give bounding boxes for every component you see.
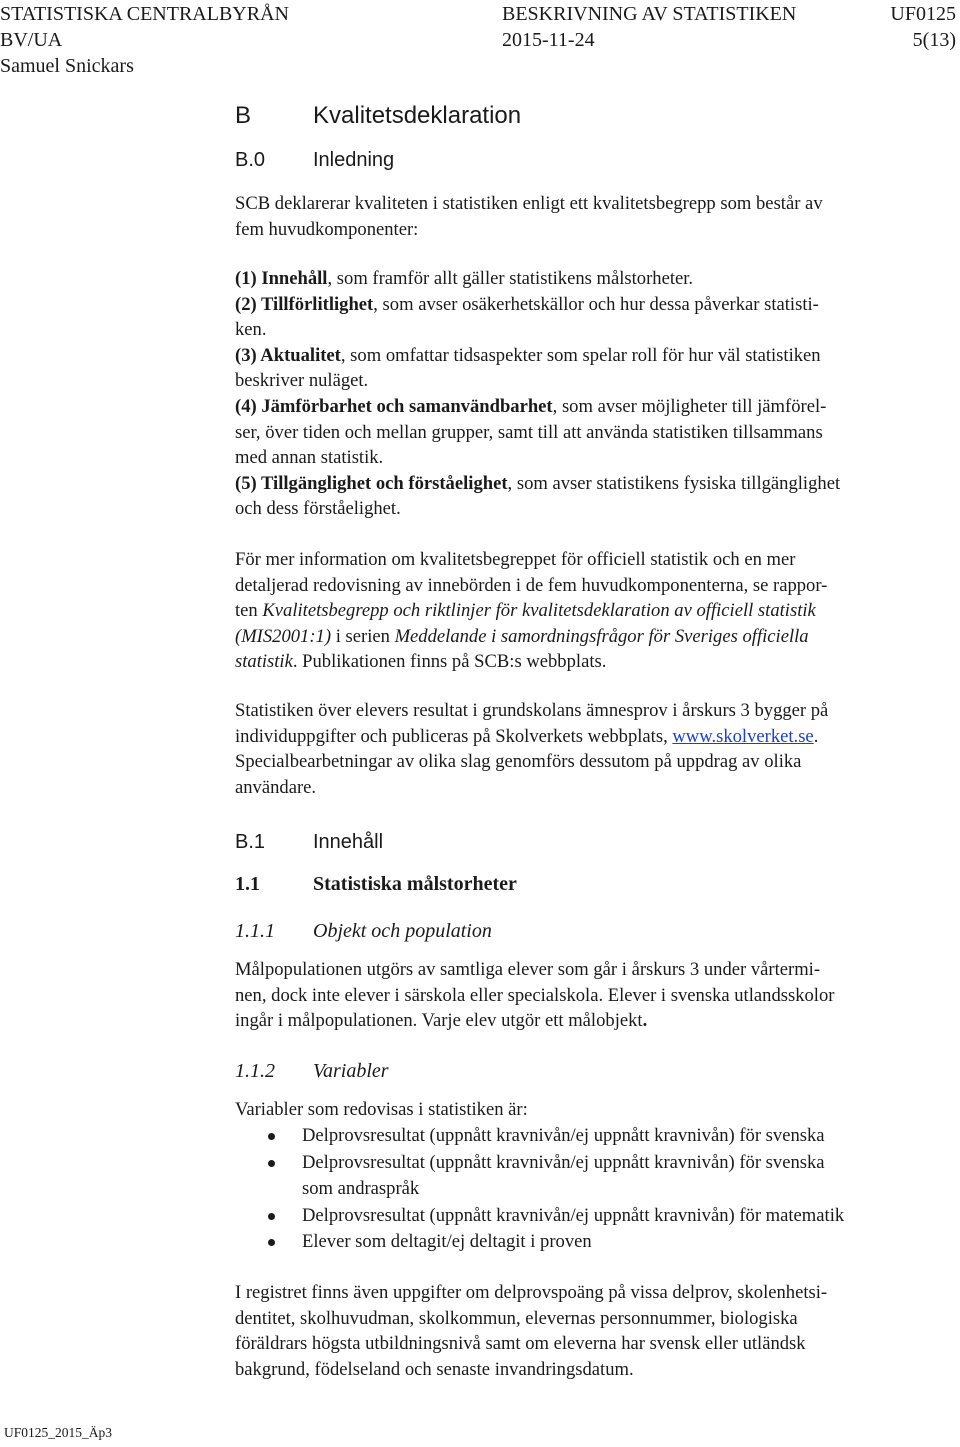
population-line: nen, dock inte elever i särskola eller specialskola. Elever i svenska utlandsskolor bbox=[235, 984, 835, 1006]
statistics-text: . bbox=[813, 725, 819, 747]
component-5-text: , som avser statistikens fysiska tillgänglighet bbox=[507, 472, 841, 494]
component-2-label: (2) Tillförlitlighet bbox=[235, 293, 374, 315]
population-line: Målpopulationen utgörs av samtliga elever som går i årskurs 3 under vårtermi- bbox=[235, 959, 821, 980]
component-5-cont: och dess förståelighet. bbox=[235, 498, 401, 520]
intro-paragraph bbox=[235, 191, 940, 242]
more-info-text: . Publikationen finns på SCB:s webbplats. bbox=[292, 651, 607, 673]
variables-list bbox=[235, 1123, 940, 1256]
header-page: 5(13) bbox=[912, 29, 956, 51]
more-info-line bbox=[235, 598, 940, 624]
list-item bbox=[235, 1203, 940, 1230]
register-line: bakgrund, födelseland och senaste invandringsdatum. bbox=[235, 1358, 634, 1380]
more-info-line bbox=[235, 624, 940, 650]
statistics-text: individuppgifter och publiceras på Skolverkets webbplats, bbox=[235, 725, 673, 747]
section-b-title: Kvalitetsdeklaration bbox=[313, 102, 522, 129]
header-doc-type: BESKRIVNING AV STATISTIKEN bbox=[502, 3, 797, 25]
section-b1-title: Innehåll bbox=[313, 831, 384, 853]
more-info-line: För mer information om kvalitetsbegreppet för officiell statistik och en mer bbox=[235, 549, 796, 570]
bullet-icon bbox=[268, 1213, 275, 1220]
population-period: . bbox=[642, 1010, 648, 1032]
register-line: I registret finns även uppgifter om delprovspoäng på vissa delprov, skolenhetsi- bbox=[235, 1282, 828, 1303]
component-1-label: (1) Innehåll bbox=[235, 268, 328, 289]
section-1-1-2-number: 1.1.2 bbox=[235, 1060, 275, 1082]
component-3-label: (3) Aktualitet bbox=[235, 344, 341, 366]
register-paragraph bbox=[235, 1280, 940, 1382]
component-5 bbox=[235, 471, 940, 497]
more-info-line bbox=[235, 649, 940, 675]
population-paragraph bbox=[235, 957, 940, 1034]
list-item bbox=[235, 1150, 940, 1203]
section-b-number: B bbox=[235, 102, 252, 129]
header-author: Samuel Snickars bbox=[0, 55, 134, 77]
intro-line: SCB deklarerar kvaliteten i statistiken enligt ett kvalitetsbegrepp som består av bbox=[235, 193, 823, 214]
more-info-paragraph bbox=[235, 547, 940, 675]
component-3-text: , som omfattar tidsaspekter som spelar roll för hur väl statistiken bbox=[340, 344, 821, 366]
variable-text: Delprovsresultat (uppnått kravnivån/ej uppnått kravnivån) för svenska bbox=[302, 1125, 825, 1146]
component-2-cont: ken. bbox=[235, 319, 267, 341]
bullet-icon bbox=[268, 1160, 275, 1167]
series-title-end: statistik bbox=[235, 651, 293, 673]
header-org: STATISTISKA CENTRALBYRÅN bbox=[0, 3, 289, 25]
population-line bbox=[235, 1008, 940, 1034]
statistics-line bbox=[235, 724, 940, 750]
section-b1-number: B.1 bbox=[235, 831, 266, 853]
statistics-paragraph bbox=[235, 698, 940, 800]
intro-line: fem huvudkomponenter: bbox=[235, 218, 419, 240]
component-4-cont: ser, över tiden och mellan grupper, samt till att använda statistiken tillsammans bbox=[235, 421, 823, 443]
component-2 bbox=[235, 292, 940, 318]
section-1-1-2-title: Variabler bbox=[313, 1060, 389, 1082]
quality-components bbox=[235, 266, 940, 522]
variables-intro: Variabler som redovisas i statistiken är: bbox=[235, 1099, 528, 1120]
component-4 bbox=[235, 394, 940, 420]
component-4-label: (4) Jämförbarhet och samanvändbarhet bbox=[235, 395, 553, 417]
statistics-line: Statistiken över elevers resultat i grundskolans ämnesprov i årskurs 3 bygger på bbox=[235, 700, 829, 721]
component-4-text: , som avser möjligheter till jämförel- bbox=[552, 395, 827, 417]
more-info-text: ten bbox=[235, 600, 263, 622]
list-item bbox=[235, 1229, 940, 1256]
register-line: dentitet, skolhuvudman, skolkommun, elevernas personnummer, biologiska bbox=[235, 1307, 798, 1329]
skolverket-link[interactable]: www.skolverket.se bbox=[672, 725, 814, 747]
bullet-icon bbox=[268, 1133, 275, 1140]
component-1 bbox=[235, 266, 940, 292]
more-info-text: i serien bbox=[331, 625, 395, 647]
variable-text: Delprovsresultat (uppnått kravnivån/ej uppnått kravnivån) för matematik bbox=[302, 1204, 845, 1226]
variable-text-cont: som andraspråk bbox=[302, 1178, 420, 1199]
component-3 bbox=[235, 343, 940, 369]
section-1-1-1-title: Objekt och population bbox=[313, 920, 492, 942]
bullet-icon bbox=[268, 1239, 275, 1246]
report-title: Kvalitetsbegrepp och riktlinjer för kvalitetsdeklaration av officiell statistik bbox=[262, 600, 816, 622]
section-1-1-1-number: 1.1.1 bbox=[235, 920, 275, 942]
series-title: Meddelande i samordningsfrågor för Sveriges officiella bbox=[394, 625, 809, 647]
section-b0-number: B.0 bbox=[235, 149, 266, 171]
component-3-cont: beskriver nuläget. bbox=[235, 370, 369, 392]
component-1-text: , som framför allt gäller statistikens målstorheter. bbox=[327, 268, 694, 289]
population-text: ingår i målpopulationen. Varje elev utgör ett målobjekt bbox=[235, 1010, 643, 1032]
register-line: föräldrars högsta utbildningsnivå samt om eleverna har svensk eller utländsk bbox=[235, 1333, 806, 1355]
variable-text: Elever som deltagit/ej deltagit i proven bbox=[302, 1231, 592, 1252]
statistics-line: Specialbearbetningar av olika slag genomförs dessutom på uppdrag av olika bbox=[235, 751, 802, 773]
footer-code: UF0125_2015_Äp3 bbox=[4, 1425, 113, 1440]
section-1-1-number: 1.1 bbox=[235, 873, 260, 895]
statistics-line: användare. bbox=[235, 776, 317, 798]
list-item bbox=[235, 1123, 940, 1150]
report-code: (MIS2001:1) bbox=[235, 625, 332, 647]
component-2-text: , som avser osäkerhetskällor och hur dessa påverkar statisti- bbox=[373, 293, 819, 315]
component-5-label: (5) Tillgänglighet och förståelighet bbox=[235, 472, 508, 494]
more-info-line: detaljerad redovisning av innebörden i de fem huvudkomponenterna, se rappor- bbox=[235, 574, 828, 596]
variable-text: Delprovsresultat (uppnått kravnivån/ej uppnått kravnivån) för svenska bbox=[302, 1151, 825, 1173]
component-4-cont: med annan statistik. bbox=[235, 447, 384, 469]
header-dept: BV/UA bbox=[0, 29, 63, 51]
header-doc-code: UF0125 bbox=[890, 3, 956, 25]
header-date: 2015-11-24 bbox=[502, 29, 595, 51]
section-1-1-title: Statistiska målstorheter bbox=[313, 873, 517, 895]
section-b0-title: Inledning bbox=[313, 149, 395, 171]
